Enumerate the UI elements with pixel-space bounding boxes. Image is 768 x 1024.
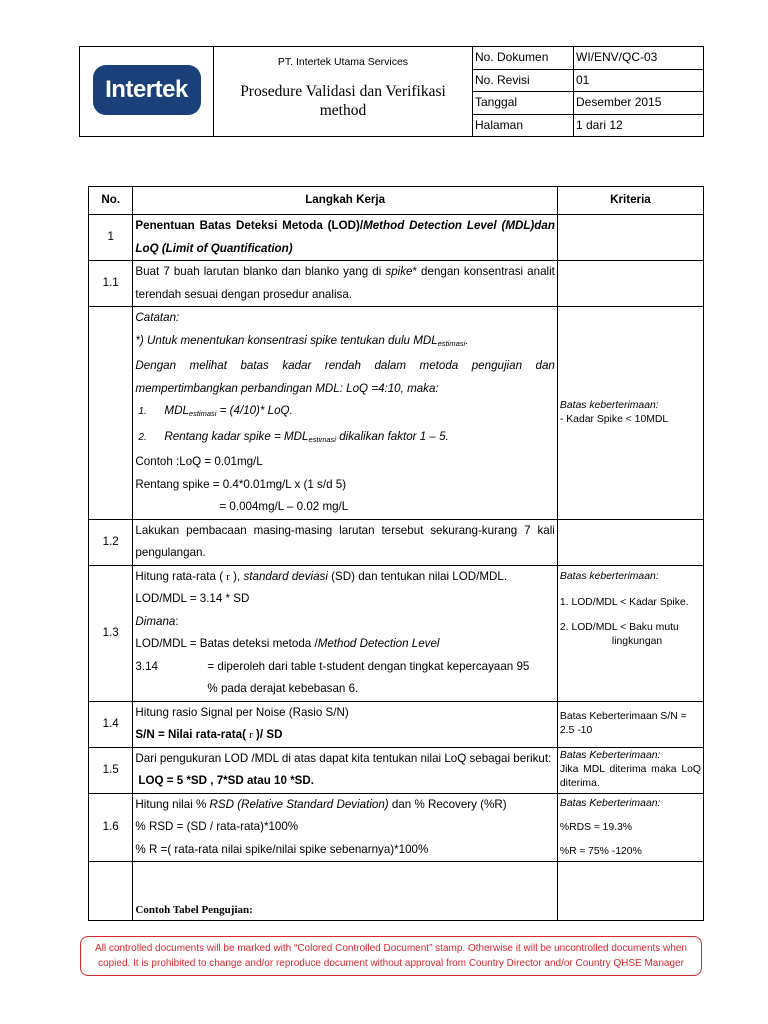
meta-label: No. Dokumen [473,47,574,70]
step-text: Contoh Tabel Pengujian: [133,862,557,921]
company-name: PT. Intertek Utama Services [277,56,409,68]
controlled-document-notice: All controlled documents will be marked with “Colored Controlled Document” stamp. Otherwise it will be uncontrolled documents when copied. It is prohibited to change and/or reproduce document without approval from Country Director and/or Country QHSE Manager [80,936,702,976]
step-text: Hitung nilai % RSD (Relative Standard Deviation) dan % Recovery (%R) % RSD = (SD / rata-rata)*100% % R =( rata-rata nilai spike/nilai spike sebenarnya)*100% [133,793,557,862]
meta-label: No. Revisi [473,69,574,92]
step-text: Lakukan pembacaan masing-masing larutan tersebut sekurang-kurang 7 kali pengulangan. [133,519,557,565]
row-number: 1.2 [89,519,133,565]
table-row [89,307,704,520]
criteria-cell: Batas Keberterimaan: %RDS ≈ 19.3% %R ≈ 75% -120% [557,793,703,862]
meta-value: 1 dari 12 [574,114,704,137]
row-number: 1 [89,215,133,261]
step-notes: Catatan: *) Untuk menentukan konsentrasi spike tentukan dulu $MDL_{estimasi}$. Dengan melihat batas kadar rendah dalam metoda pengujian dan mempertimbangkan perbandingan MDL: LoQ =4:10, maka: 1. $MDL_{estimasi} = (4/10)*$ LoQ. 2. Rentang kadar spike = $MDL_{estimasi}$ dikalikan faktor 1 – 5. Contoh :LoQ = 0.01mg/L Rentang spike = 0.4*0.01mg/L x (1 s/d 5) = 0.004mg/L – 0.02 mg/L [133,307,557,520]
row-number: 1.4 [89,701,133,747]
col-criteria-header: Kriteria [557,187,703,215]
criteria-cell: Batas Keberterimaan: Jika MDL diterima maka LoQ diterima. [557,747,703,793]
col-no-header: No. [89,187,133,215]
table-row [89,565,704,701]
step-text: Dari pengukuran LOD /MDL di atas dapat kita tentukan nilai LoQ sebagai berikut: LOQ = 5 *SD , 7*SD atau 10 *SD. [133,747,557,793]
row-number: 1.3 [89,565,133,701]
col-step-header: Langkah Kerja [133,187,557,215]
criteria-cell: Batas keberterimaan: 1. LOD/MDL < Kadar Spike. 2. LOD/MDL < Baku mutu lingkungan [557,565,703,701]
meta-value: Desember 2015 [574,92,704,115]
document-header [79,46,704,137]
title-cell [214,47,473,137]
row-number [89,307,133,520]
meta-value: 01 [574,69,704,92]
criteria-cell [557,519,703,565]
meta-label: Halaman [473,114,574,137]
row-number: 1.1 [89,261,133,307]
row-number: 1.6 [89,793,133,862]
row-number [89,862,133,921]
step-text: Penentuan Batas Deteksi Metoda (LOD)/Method Detection Level (MDL)dan LoQ (Limit of Quantification) [133,215,557,261]
criteria-cell [557,862,703,921]
table-header-row [89,187,704,215]
table-row [89,519,704,565]
table-row [89,215,704,261]
table-row [89,261,704,307]
meta-value: WI/ENV/QC-03 [574,47,704,70]
criteria-cell [557,215,703,261]
table-row [89,747,704,793]
step-text: Hitung rata-rata ( r ), standard deviasi (SD) dan tentukan nilai LOD/MDL. LOD/MDL = 3.14 * SD Dimana: LOD/MDL = Batas deteksi metoda /Method Detection Level 3.14 = diperoleh dari table t-student dengan tingkat kepercayaan 95 % pada derajat kebebasan 6. [133,565,557,701]
row-number: 1.5 [89,747,133,793]
table-row [89,793,704,862]
step-text: Hitung rasio Signal per Noise (Rasio S/N) S/N = Nilai rata-rata( r )/ SD [133,701,557,747]
criteria-cell: Batas Keberterimaan S/N = 2.5 -10 [557,701,703,747]
table-row [89,701,704,747]
table-row [89,862,704,921]
procedure-table [88,186,704,921]
meta-label: Tanggal [473,92,574,115]
logo-cell [80,47,214,137]
intertek-logo: Intertek [93,65,201,115]
criteria-cell [557,261,703,307]
procedure-title: Prosedure Validasi dan Verifikasi method [240,83,446,119]
step-text: Buat 7 buah larutan blanko dan blanko yang di spike* dengan konsentrasi analit terendah sesuai dengan prosedur analisa. [133,261,557,307]
criteria-cell: Batas keberterimaan: - Kadar Spike < 10MDL [557,307,703,520]
